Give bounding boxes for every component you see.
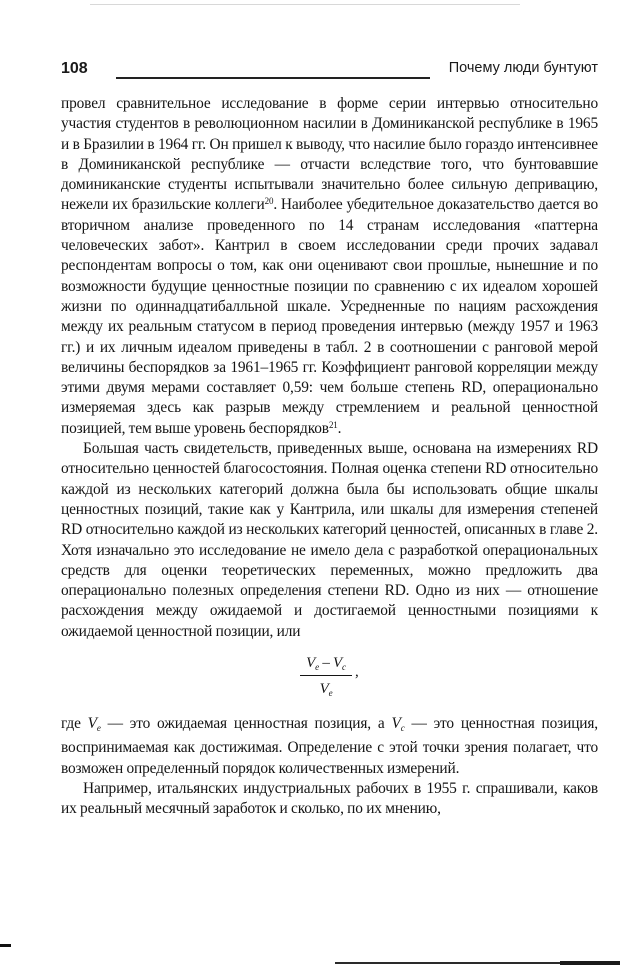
paragraph-3: где $V_e$ — это ожидаемая ценностная позиция, а $V_c$ — это ценностная позиция, воспринимаемая как достижимая. Определение с этой точки зрения полагает, что возможен определенный порядок количественных измерений.: [61, 715, 599, 777]
fraction-bar: [300, 675, 352, 676]
header-rule: [116, 77, 430, 79]
running-title: Почему люди бунтуют: [448, 60, 598, 76]
page-number: 108: [61, 60, 88, 77]
paragraph-4: Например, итальянских индустриальных рабочих в 1955 г. спрашивали, каков их реальный месячный заработок и сколько, по их мнению,: [61, 779, 598, 818]
bottom-scan-rule-thick: [560, 961, 620, 965]
formula-comma: ,: [355, 664, 359, 681]
footnote-ref-20: 20: [264, 196, 274, 207]
var-ve: V: [87, 715, 97, 733]
paragraph-1-text-c: .: [337, 419, 342, 437]
page-header: [61, 58, 598, 82]
scan-edge-mark: [0, 944, 11, 947]
footnote-ref-21: 21: [328, 419, 338, 430]
formula-numerator: $V_e - V_c$: [306, 655, 346, 673]
paragraph-1-text-a: провел сравнительное исследование в форме серии интервью относительно участия студентов в революционном насилии в Доминиканской республике в 1965 и в Бразилии в 1964 гг. Он пришел к выводу, что насилие было гораздо интенсивнее в Доминиканской республике — отчасти вследствие того, что бунтовавшие доминиканские студенты испытывали значительно более сильную депривацию, нежели их бразильские коллеги: [61, 95, 598, 214]
top-scan-artifact: [90, 4, 520, 5]
body-text: [61, 94, 598, 820]
formula-denominator: $V_e$: [319, 681, 333, 699]
paragraph-1-text-b: . Наиболее убедительное доказательство дается во вторичном анализе проведенного по 14 странам исследования «паттерна человеческих забот». Кантрил в своем исследовании среди прочих задавал респондентам вопросы о том, как они оценивают свои прошлые, нынешние и по возможности будущие ценностные позиции по сравнению с их идеалом хорошей жизни по одиннадцатибалльной шкале. Усредненные по нациям расхождения между их реальным статусом в период проведения интервью (между 1957 и 1963 гг.) и их личным идеалом приведены в табл. 2 в соотношении с ранговой мерой величины беспорядков за 1961–1965 гг. Коэффициент ранговой корреляции между этими двумя мерами составляет 0,59: чем больше степень RD, операционально измеряемая здесь как разрыв между стремлением и реальной ценностной позицией, тем выше уровень беспорядков: [61, 196, 598, 437]
rd-formula: [61, 648, 598, 710]
paragraph-1: [61, 94, 598, 439]
formula-fraction: [300, 654, 352, 699]
var-vc: V: [391, 715, 401, 733]
paragraph-2: Большая часть свидетельств, приведенных выше, основана на измерениях RD относительно ценностей благосостояния. Полная оценка степени RD относительно каждой из нескольких категорий должна была бы использовать общие шкалы ценностных позиций, такие как у Кантрила, или шкалы для измерения степеней RD относительно каждой из нескольких категорий ценностей, описанных в главе 2. Хотя изначально это исследование не имело дела с разработкой операциональных средств для оценки теоретических переменных, можно предложить два операционально полезных определения степени RD. Одно из них — отношение расхождения между ожидаемой и достигаемой ценностными позициями к ожидаемой ценностной позиции, или: [61, 440, 598, 640]
